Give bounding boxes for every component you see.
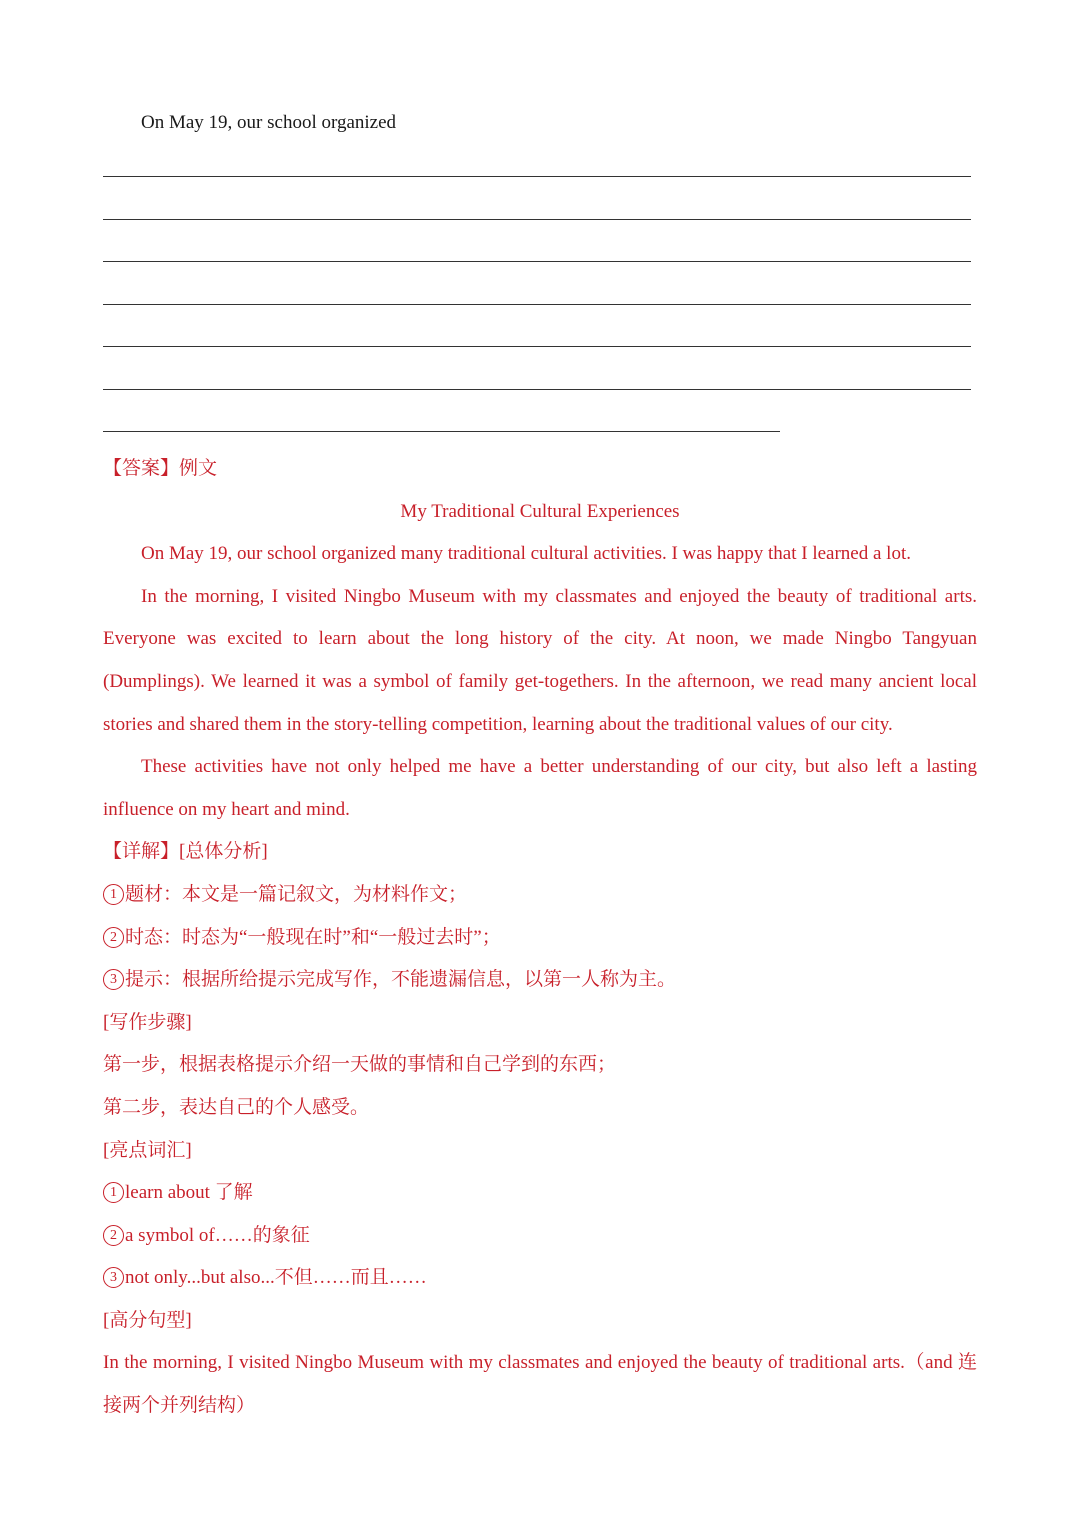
analysis-point bbox=[103, 917, 977, 960]
analysis-heading bbox=[103, 831, 977, 874]
circled-number: 2 bbox=[103, 927, 124, 948]
circled-number: 3 bbox=[103, 1267, 124, 1288]
vocab-item bbox=[103, 1215, 977, 1258]
vocab-text: learn about 了解 bbox=[125, 1182, 253, 1204]
essay-paragraph-1: On May 19, our school organized many traditional cultural activities. I was happy that I learned a lot. bbox=[141, 543, 911, 565]
essay-paragraph-3: These activities have not only helped me have a better understanding of our city, but also left a lasting influence on my heart and mind. bbox=[103, 756, 977, 820]
vocab-item bbox=[103, 1257, 977, 1300]
writing-line[interactable] bbox=[103, 304, 971, 305]
answer-label-text: 例文 bbox=[179, 458, 218, 479]
essay-title: My Traditional Cultural Experiences bbox=[400, 500, 680, 522]
analysis-point-text: 题材：本文是一篇记叙文，为材料作文； bbox=[125, 883, 468, 905]
circled-number: 3 bbox=[103, 969, 124, 990]
highlight-sentence: In the morning, I visited Ningbo Museum with my classmates and enjoyed the beauty of traditional arts.（and 连接两个并列结构） bbox=[103, 1352, 977, 1417]
vocab-text: not only...but also...不但……而且…… bbox=[125, 1267, 427, 1289]
analysis-point-text: 时态：时态为“一般现在时”和“一般过去时”； bbox=[125, 926, 501, 948]
analysis-label-text: [总体分析] bbox=[179, 841, 268, 863]
essay-paragraph-2: In the morning, I visited Ningbo Museum with my classmates and enjoyed the beauty of traditional arts. Everyone was excited to learn about the long history of the city. At noon, we made Ningbo Tangyuan (Dumplings). We learned it was a symbol of family get-togethers. In the afternoon, we read many ancient local stories and shared them in the story-telling competition, learning about the traditional values of our city. bbox=[103, 585, 977, 735]
circled-number: 1 bbox=[103, 884, 124, 905]
writing-line[interactable] bbox=[103, 431, 780, 432]
vocab-heading: [亮点词汇] bbox=[103, 1139, 192, 1161]
answer-lines bbox=[103, 176, 971, 474]
circled-number: 2 bbox=[103, 1225, 124, 1246]
circled-number: 1 bbox=[103, 1182, 124, 1203]
analysis-label: 【详解】 bbox=[103, 841, 180, 863]
step-item: 第一步，根据表格提示介绍一天做的事情和自己学到的东西； bbox=[103, 1054, 617, 1076]
steps-heading: [写作步骤] bbox=[103, 1011, 192, 1033]
analysis-point bbox=[103, 874, 977, 917]
writing-line[interactable] bbox=[103, 176, 971, 177]
answer-label: 【答案】 bbox=[103, 458, 180, 479]
writing-line[interactable] bbox=[103, 346, 971, 347]
analysis-point-text: 提示：根据所给提示完成写作，不能遗漏信息，以第一人称为主。 bbox=[125, 969, 677, 991]
vocab-item bbox=[103, 1172, 977, 1215]
analysis-point bbox=[103, 959, 977, 1002]
sentence-heading: [高分句型] bbox=[103, 1309, 192, 1331]
answer-block bbox=[103, 448, 977, 1428]
writing-prompt: On May 19, our school organized bbox=[141, 112, 397, 133]
writing-line[interactable] bbox=[103, 219, 971, 220]
vocab-text: a symbol of……的象征 bbox=[125, 1224, 310, 1246]
step-item: 第二步，表达自己的个人感受。 bbox=[103, 1096, 370, 1118]
writing-line[interactable] bbox=[103, 261, 971, 262]
answer-heading bbox=[103, 448, 977, 491]
writing-line[interactable] bbox=[103, 389, 971, 390]
